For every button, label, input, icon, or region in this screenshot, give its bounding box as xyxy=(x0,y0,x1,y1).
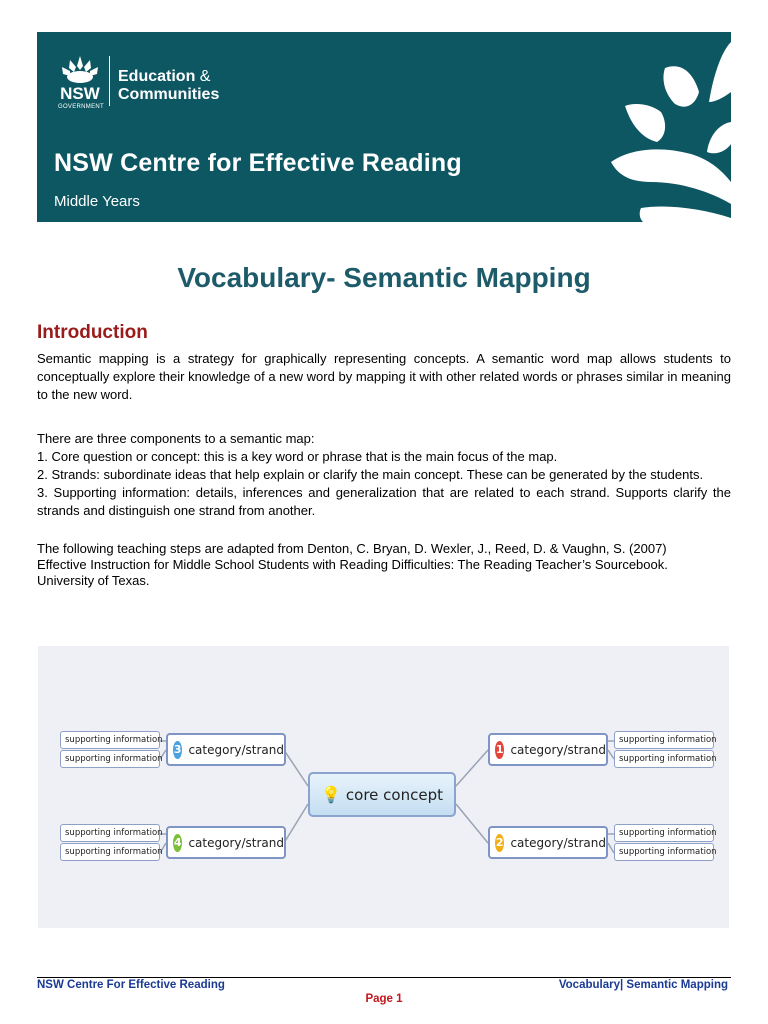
org-amp: & xyxy=(199,68,211,85)
page-number: Page 1 xyxy=(365,993,403,1005)
header-banner xyxy=(37,32,731,222)
lightbulb-icon: 💡 xyxy=(321,785,341,804)
supporting-info-node: supporting information xyxy=(60,750,160,768)
component-item: 1. Core question or concept: this is a key word or phrase that is the main focus of the map. xyxy=(37,449,558,464)
strand-node-4 xyxy=(166,826,286,859)
supporting-info-node: supporting information xyxy=(614,824,714,842)
org-line1: Education xyxy=(118,68,196,85)
reference-line: The following teaching steps are adapted from Denton, C. Bryan, D. Wexler, J., Reed, D. & Vaughn, S. (2007) xyxy=(37,541,667,556)
components-intro: There are three components to a semantic map: xyxy=(37,431,315,446)
strand-node-2 xyxy=(488,826,608,859)
number-2-icon: 2 xyxy=(495,834,504,852)
core-concept-node xyxy=(308,772,456,817)
component-item: 2. Strands: subordinate ideas that help explain or clarify the main concept. These can be generated by the students. xyxy=(37,467,704,482)
component-item: 3. Supporting information: details, inferences and generalization that are related to each strand. Supports clarify the strands and distinguish one strand from another. xyxy=(37,485,731,518)
strand-label: category/strand xyxy=(510,742,606,757)
footer-left-text: NSW Centre For Effective Reading xyxy=(37,979,225,991)
banner-title: NSW Centre for Effective Reading xyxy=(54,149,462,177)
reference-line: University of Texas. xyxy=(37,573,150,588)
svg-text:NSW: NSW xyxy=(60,84,100,103)
strand-label: category/strand xyxy=(510,835,606,850)
footer-divider xyxy=(37,977,731,978)
waratah-logo-icon xyxy=(55,52,105,104)
supporting-info-node: supporting information xyxy=(614,731,714,749)
intro-paragraph: Semantic mapping is a strategy for graphically representing concepts. A semantic word map allows students to conceptually explore their knowledge of a new word by mapping it with other related words or phrases similar in meaning to the new word. xyxy=(37,351,731,402)
nsw-government-logo xyxy=(55,52,255,122)
footer-right-text: Vocabulary| Semantic Mapping xyxy=(558,979,728,991)
components-list xyxy=(37,430,731,520)
strand-node-3 xyxy=(166,733,286,766)
government-label: GOVERNMENT xyxy=(58,104,105,110)
supporting-info-node: supporting information xyxy=(60,824,160,842)
reference-paragraph xyxy=(37,541,731,589)
supporting-info-node: supporting information xyxy=(60,731,160,749)
document-title: Vocabulary- Semantic Mapping xyxy=(177,262,591,293)
supporting-info-node: supporting information xyxy=(60,843,160,861)
number-3-icon: 3 xyxy=(173,741,182,759)
org-name xyxy=(118,68,219,104)
core-concept-label: core concept xyxy=(345,785,443,804)
number-4-icon: 4 xyxy=(173,834,182,852)
semantic-map-diagram xyxy=(38,646,729,928)
strand-label: category/strand xyxy=(188,742,284,757)
number-1-icon: 1 xyxy=(495,741,504,759)
logo-divider xyxy=(109,56,110,106)
supporting-info-node: supporting information xyxy=(614,843,714,861)
waratah-decoration-icon xyxy=(581,32,731,222)
org-line2: Communities xyxy=(118,86,220,103)
introduction-heading: Introduction xyxy=(37,322,148,343)
banner-subtitle: Middle Years xyxy=(54,193,140,210)
supporting-info-node: supporting information xyxy=(614,750,714,768)
strand-node-1 xyxy=(488,733,608,766)
strand-label: category/strand xyxy=(188,835,284,850)
reference-line: Effective Instruction for Middle School Students with Reading Difficulties: The Reading Teacher’s Sourcebook. xyxy=(37,557,668,572)
